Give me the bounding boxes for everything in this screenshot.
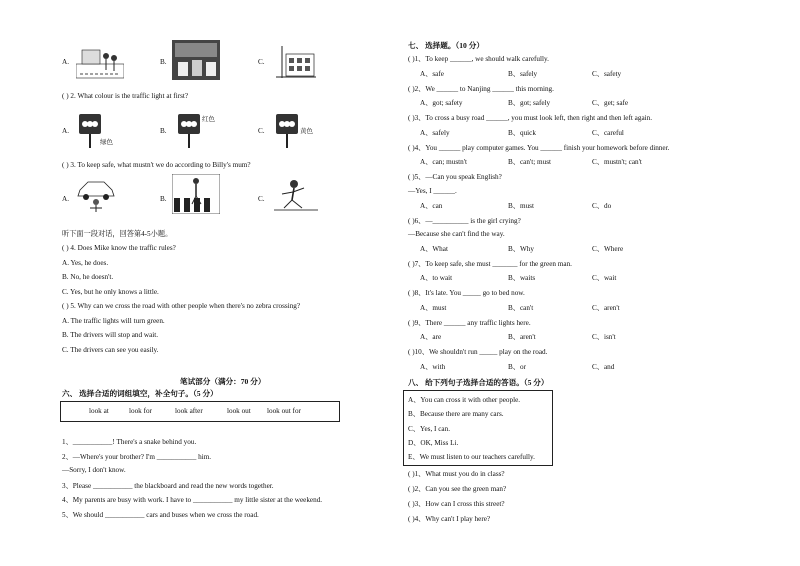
answer-c: C、Yes, I can. bbox=[408, 425, 450, 433]
answer-a: A、You can cross it with other people. bbox=[408, 396, 521, 404]
q1-option-c: C. bbox=[258, 58, 265, 66]
q4-option-a: A. Yes, he does. bbox=[62, 259, 109, 267]
mc-q9-opt-b: B、aren't bbox=[508, 333, 536, 341]
mc-q1-opt-a: A、safe bbox=[420, 70, 444, 78]
mc-q10-opt-a: A、with bbox=[420, 363, 446, 371]
mc-q4-opt-c: C、mustn't; can't bbox=[592, 158, 642, 166]
q5-option-a: A. The traffic lights will turn green. bbox=[62, 317, 165, 325]
fill-item-5: 5、We should ___________ cars and buses when we cross the road. bbox=[62, 511, 259, 519]
light-label-yellow: 黄色 bbox=[300, 128, 313, 135]
q4-option-b: B. No, he doesn't. bbox=[62, 273, 114, 281]
mc-q2-opt-a: A、got; safety bbox=[420, 99, 463, 107]
q2-option-c: C. bbox=[258, 127, 265, 135]
mc-q10-opt-c: C、and bbox=[592, 363, 615, 371]
match-q3: ( )3、How can I cross this street? bbox=[408, 500, 505, 508]
zebra-crossing-image bbox=[172, 174, 220, 214]
mc-q9-stem: ( )9、There ______ any traffic lights here. bbox=[408, 319, 531, 327]
q3-option-c: C. bbox=[258, 195, 265, 203]
word-look-for: look for bbox=[129, 407, 152, 415]
mc-q6-stem: ( )6、—__________ is the girl crying? bbox=[408, 217, 521, 225]
q3-option-b: B. bbox=[160, 195, 167, 203]
car-child-image bbox=[74, 176, 120, 214]
answer-d: D、OK, Miss Li. bbox=[408, 439, 459, 447]
mc-q9-opt-a: A、are bbox=[420, 333, 442, 341]
mc-q2-opt-c: C、get; safe bbox=[592, 99, 629, 107]
q3-option-a: A. bbox=[62, 195, 69, 203]
mc-q6-opt-a: A、What bbox=[420, 245, 448, 253]
mc-q5-opt-b: B、must bbox=[508, 202, 534, 210]
mc-q8-stem: ( )8、It's late. You _____ go to bed now. bbox=[408, 289, 525, 297]
mc-q3-opt-c: C、careful bbox=[592, 129, 624, 137]
mc-q2-stem: ( )2、We ______ to Nanjing ______ this morning. bbox=[408, 85, 554, 93]
mc-q3-opt-b: B、quick bbox=[508, 129, 536, 137]
mc-q3-opt-a: A、safely bbox=[420, 129, 450, 137]
busy-street-image bbox=[172, 40, 220, 80]
mc-q1-opt-b: B、safely bbox=[508, 70, 538, 78]
word-look-out-for: look out for bbox=[267, 407, 301, 415]
mc-q7-opt-c: C、wait bbox=[592, 274, 617, 282]
mc-q10-opt-b: B、or bbox=[508, 363, 526, 371]
running-child-image bbox=[272, 176, 320, 214]
mc-q5-opt-a: A、can bbox=[420, 202, 443, 210]
mc-q7-stem: ( )7、To keep safe, she must _______ for the green man. bbox=[408, 260, 572, 268]
mc-q3-stem: ( )3、To cross a busy road ______, you must look left, then right and then left again. bbox=[408, 114, 653, 122]
mc-q4-opt-a: A、can; mustn't bbox=[420, 158, 468, 166]
mc-q2-opt-b: B、got; safely bbox=[508, 99, 551, 107]
mc-q10-stem: ( )10、We shouldn't run _____ play on the road. bbox=[408, 348, 548, 356]
q3-stem: ( ) 3. To keep safe, what mustn't we do according to Billy's mum? bbox=[62, 161, 251, 169]
q5-option-b: B. The drivers will stop and wait. bbox=[62, 331, 159, 339]
q1-option-a: A. bbox=[62, 58, 69, 66]
mc-q5-opt-c: C、do bbox=[592, 202, 612, 210]
q2-stem: ( ) 2. What colour is the traffic light at first? bbox=[62, 92, 189, 100]
section6-title: 六、 选择合适的词组填空，补全句子。（5 分） bbox=[62, 389, 218, 398]
light-label-green: 绿色 bbox=[100, 139, 113, 146]
match-q2: ( )2、Can you see the green man? bbox=[408, 485, 507, 493]
mc-q6-extra: —Because she can't find the way. bbox=[408, 230, 505, 238]
mc-q7-opt-b: B、waits bbox=[508, 274, 536, 282]
word-box bbox=[60, 401, 340, 422]
light-label-red: 红色 bbox=[202, 116, 215, 123]
crossing-scene-image bbox=[76, 44, 124, 80]
mc-q1-stem: ( )1、To keep ______, we should walk carefully. bbox=[408, 55, 549, 63]
mc-q1-opt-c: C、safety bbox=[592, 70, 622, 78]
mc-q5-extra: —Yes, I ______. bbox=[408, 187, 457, 195]
q4-stem: ( ) 4. Does Mike know the traffic rules? bbox=[62, 244, 176, 252]
q1-option-b: B. bbox=[160, 58, 167, 66]
mc-q5-stem: ( )5、—Can you speak English? bbox=[408, 173, 502, 181]
fill-item-3: 3、Please ___________ the blackboard and read the new words together. bbox=[62, 482, 274, 490]
word-look-after: look after bbox=[175, 407, 203, 415]
mc-q8-opt-b: B、can't bbox=[508, 304, 534, 312]
mc-q6-opt-b: B、Why bbox=[508, 245, 534, 253]
mc-q4-opt-b: B、can't; must bbox=[508, 158, 552, 166]
answer-box bbox=[403, 390, 553, 466]
mc-q4-stem: ( )4、You ______ play computer games. You ______ finish your homework before dinner. bbox=[408, 144, 670, 152]
answer-e: E、We must listen to our teachers carefully. bbox=[408, 453, 535, 461]
fill-item-2: 2、—Where's your brother? I'm ___________ him. bbox=[62, 453, 212, 461]
mc-q6-opt-c: C、Where bbox=[592, 245, 624, 253]
written-part-title: 笔试部分（满分：70 分） bbox=[180, 377, 266, 386]
mc-q8-opt-c: C、aren't bbox=[592, 304, 620, 312]
fill-item-2-reply: —Sorry, I don't know. bbox=[62, 466, 126, 474]
match-q4: ( )4、Why can't I play here? bbox=[408, 515, 491, 523]
word-look-at: look at bbox=[89, 407, 109, 415]
section8-title: 八、 给下列句子选择合适的答语。（5 分） bbox=[408, 378, 549, 387]
building-image bbox=[274, 44, 318, 80]
section7-title: 七、 选择题。（10 分） bbox=[408, 41, 484, 50]
word-look-out: look out bbox=[227, 407, 251, 415]
q4-option-c: C. Yes, but he only knows a little. bbox=[62, 288, 159, 296]
answer-b: B、Because there are many cars. bbox=[408, 410, 504, 418]
dialogue-intro: 听下面一段对话，回答第4-5小题。 bbox=[62, 230, 173, 238]
q2-option-a: A. bbox=[62, 127, 69, 135]
match-q1: ( )1、What must you do in class? bbox=[408, 470, 505, 478]
traffic-light-icon bbox=[174, 110, 204, 150]
traffic-light-icon bbox=[272, 110, 302, 150]
q5-stem: ( ) 5. Why can we cross the road with other people when there's no zebra crossing? bbox=[62, 302, 301, 310]
q2-option-b: B. bbox=[160, 127, 167, 135]
fill-item-1: 1、___________! There's a snake behind you. bbox=[62, 438, 197, 446]
mc-q7-opt-a: A、to wait bbox=[420, 274, 453, 282]
mc-q9-opt-c: C、isn't bbox=[592, 333, 616, 341]
fill-item-4: 4、My parents are busy with work. I have to ___________ my little sister at the weekend. bbox=[62, 496, 323, 504]
q5-option-c: C. The drivers can see you easily. bbox=[62, 346, 159, 354]
mc-q8-opt-a: A、must bbox=[420, 304, 447, 312]
